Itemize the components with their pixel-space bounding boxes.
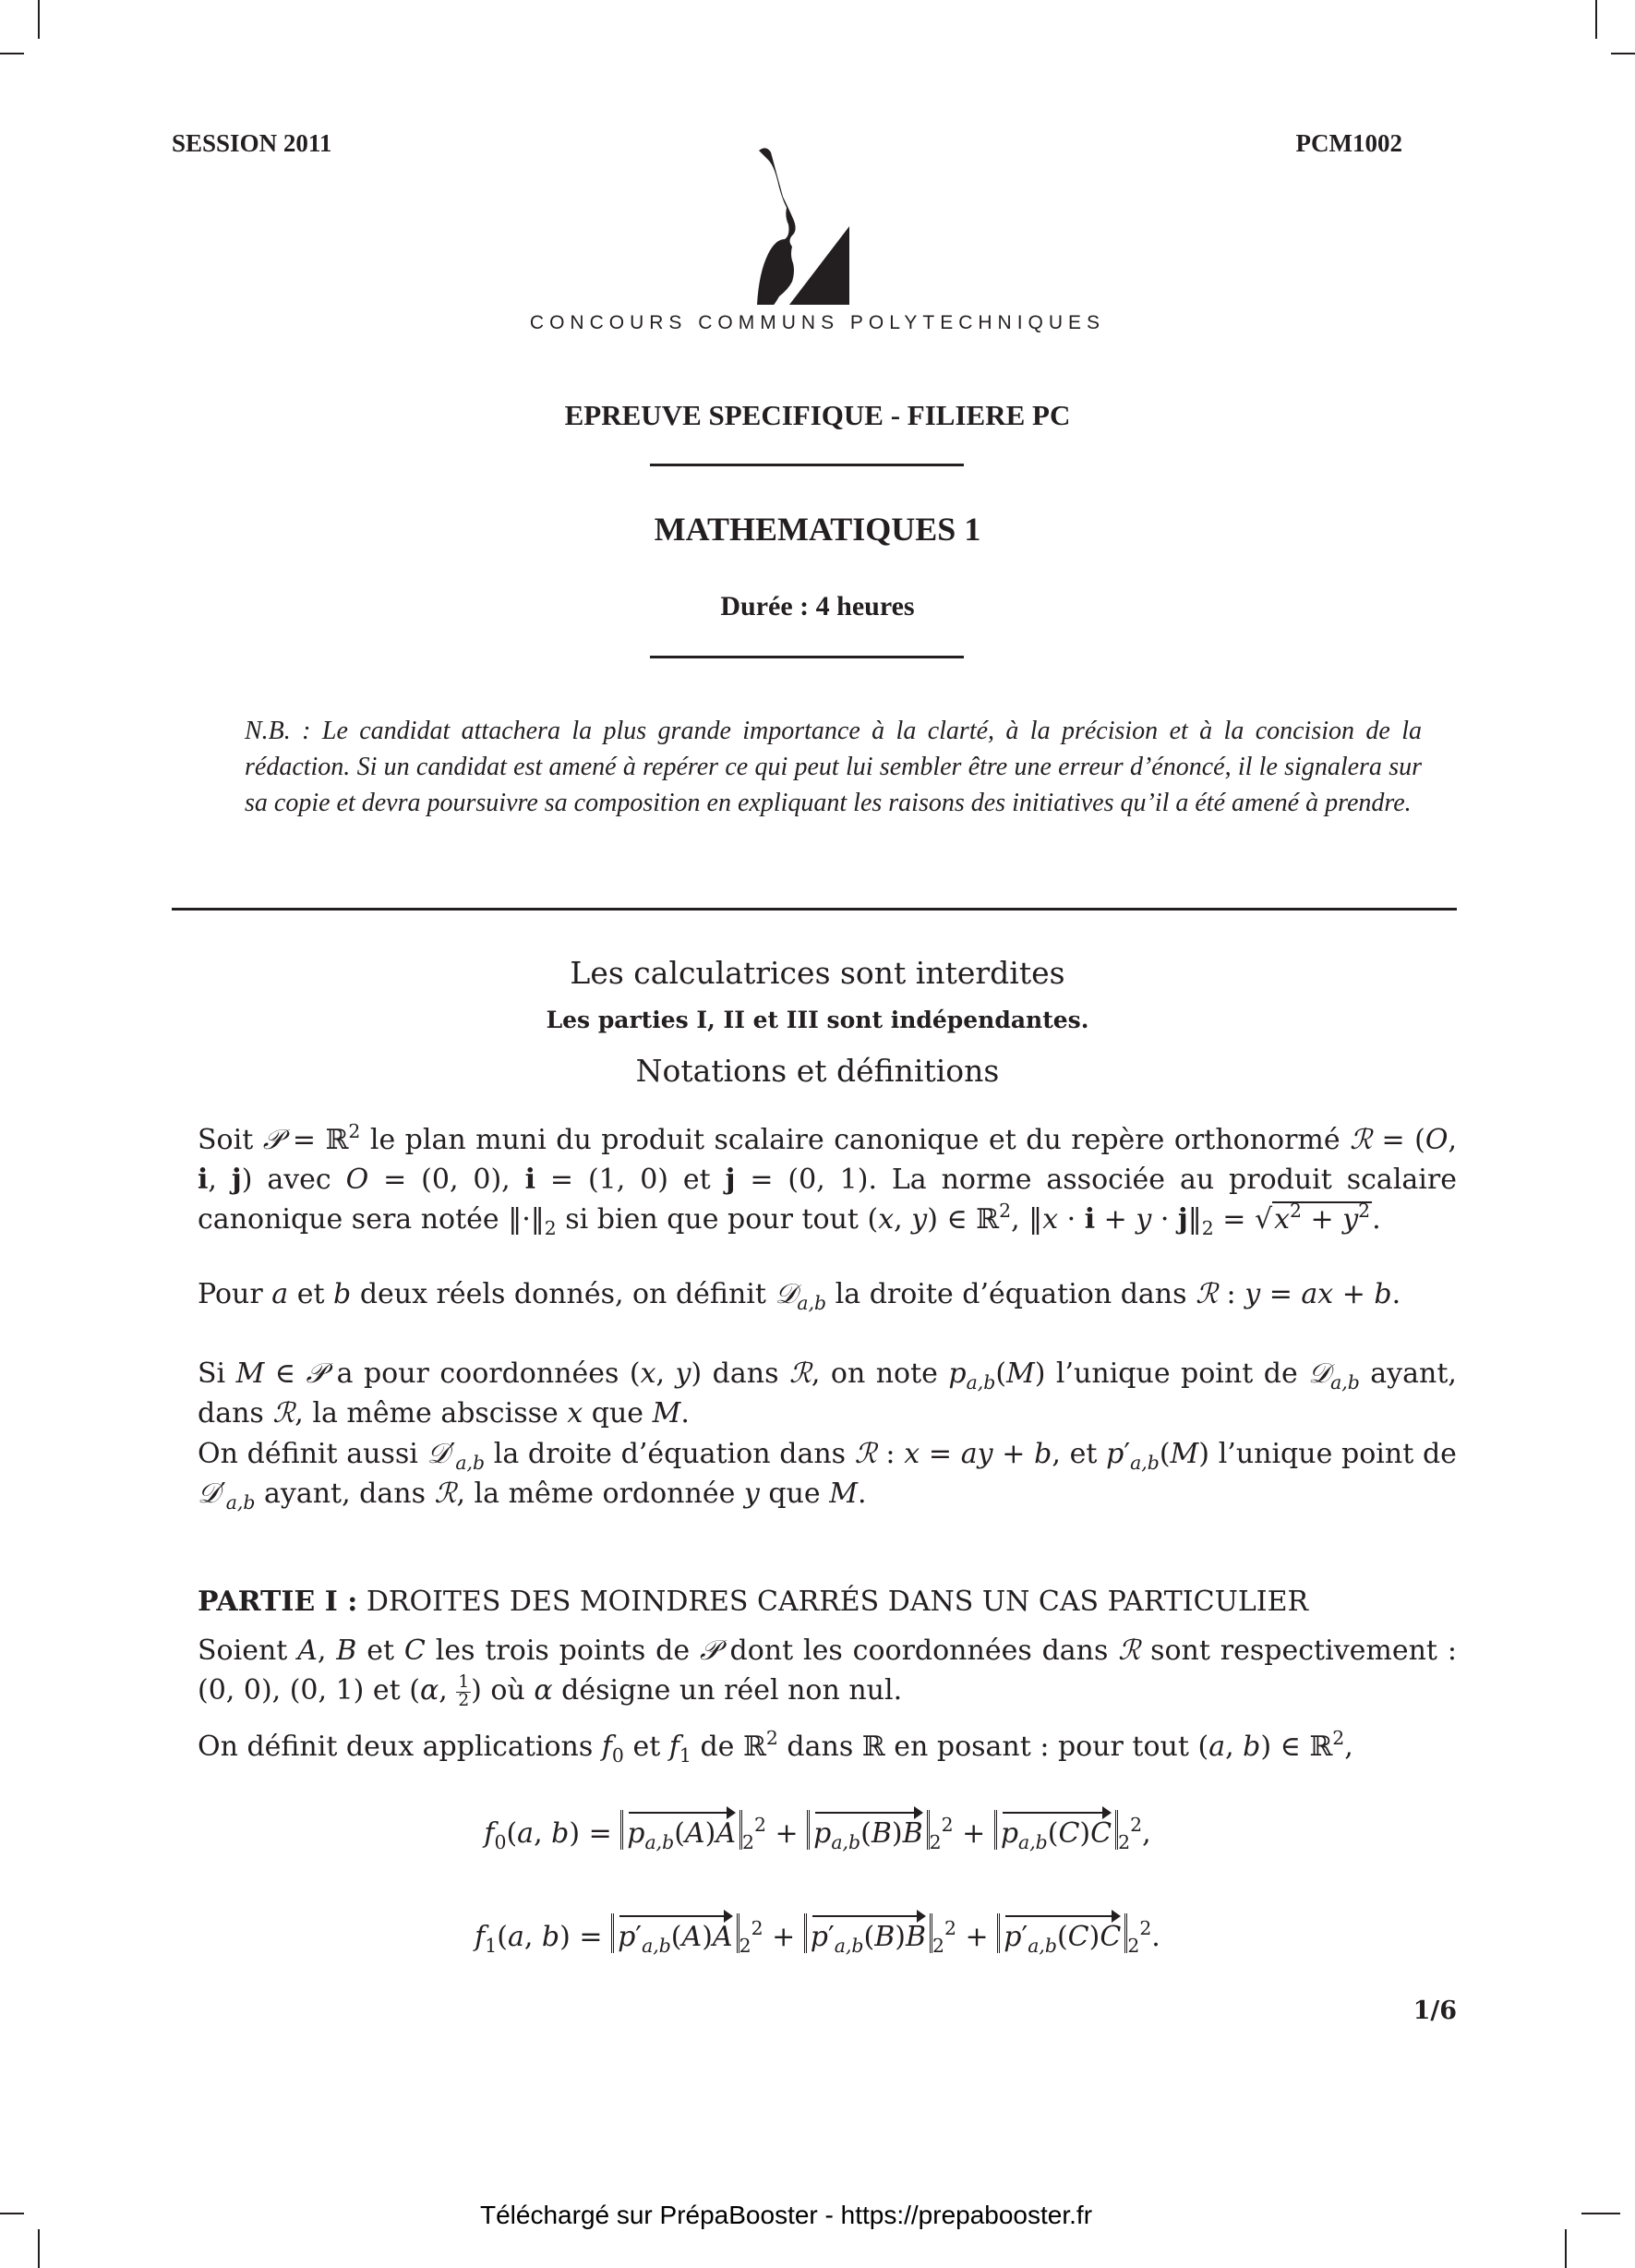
notations-title: Notations et définitions xyxy=(635,1053,1000,1089)
equation-f0: $f_0(a$, $b) = p_{a,b}(A)A$ $_2^2 + p_{a,b}(B)B$ $_2^2 + p_{a,b}(C)C$ $_2^2$, xyxy=(0,1810,1635,1850)
independent-parts: Les parties I, II et III sont indépendantes. xyxy=(546,1007,1089,1033)
crop-mark xyxy=(1581,2213,1620,2214)
paragraph-points-abc: Soient A, B et C les trois points de 𝒫 dont les coordonnées dans ℛ sont respectivement : (0, 0), (0, 1) et (α, $\frac{1}{2}$ ) où α désigne un réel non nul. xyxy=(198,1635,1457,1710)
calculators-title: Les calculatrices sont interdites xyxy=(570,955,1065,991)
part-one-title: DROITES DES MOINDRES CARRÉS DANS UN CAS PARTICULIER xyxy=(366,1586,1309,1618)
part-one-label: PARTIE I : xyxy=(198,1586,358,1618)
paragraph-plane-definition: Soit 𝒫 = ℝ$^2$ le plan muni du produit scalaire canonique et du repère orthonormé ℛ = (O, i, j) avec O = (0, 0), i = (1, 0) et j = (0, 1). La norme associée au produit scalaire canonique sera notée $‖\cdot‖_2$ si bien que pour tout (x, y) ∈ ℝ$^2$, ‖x · $i + y \cdot j‖_2 = √x^2 + y^2$. xyxy=(198,1119,1457,1240)
exam-code: PCM1002 xyxy=(1295,129,1402,157)
download-footer: Téléchargé sur PrépaBooster - https://prepabooster.fr xyxy=(480,2201,1093,2229)
exam-duration: Durée : 4 heures xyxy=(720,591,915,621)
crop-mark xyxy=(1565,2229,1567,2268)
crop-mark xyxy=(38,0,40,39)
nb-note: N.B. : Le candidat attachera la plus grande importance à la clarté, à la précision et à la concision de la rédaction. Si un candidat est amené à repérer ce qui peut lui sembler être une erreur d’énoncé, il le signalera sur sa copie et devra poursuivre sa composition en expliquant les raisons des initiatives qu’il a été amené à prendre. xyxy=(245,717,1422,817)
exam-subject: MATHEMATIQUES 1 xyxy=(654,511,981,548)
paragraph-define-f: On définit deux applications $f_0$ et $f_1$ de ℝ$^2$ dans ℝ en posant : pour tout (a, b) ∈ ℝ$^2$, xyxy=(198,1726,1353,1767)
organization-name: CONCOURS COMMUNS POLYTECHNIQUES xyxy=(529,312,1106,333)
paragraph-projection-p: Si M ∈ 𝒫 a pour coordonnées (x, y) dans ℛ, on note $p_{a,b}(M)$ l’unique point de 𝒟$_{a,b}$ ayant, dans ℛ, la même abscisse x que M. xyxy=(198,1357,1457,1430)
exam-track: EPREUVE SPECIFIQUE - FILIERE PC xyxy=(564,399,1071,431)
divider xyxy=(650,464,964,466)
session-label: SESSION 2011 xyxy=(172,129,332,157)
paragraph-line-d: Pour a et b deux réels donnés, on définit 𝒟$_{a,b}$ la droite d’équation dans ℛ : y = ax + b. xyxy=(198,1278,1401,1315)
crop-mark xyxy=(0,2213,24,2214)
divider xyxy=(650,656,964,658)
page-number: 1/6 xyxy=(1413,1997,1457,2025)
crop-mark xyxy=(0,53,24,54)
crop-mark xyxy=(38,2229,40,2268)
crop-mark xyxy=(1595,0,1597,39)
equation-f1: $f_1(a$, $b) = p'_{a,b}(A)A$ $_2^2 + p'_{a,b}(B)B$ $_2^2 + p'_{a,b}(C)C$ $_2^2$. xyxy=(0,1913,1635,1953)
ccp-logo-icon xyxy=(720,143,886,305)
part-one-heading xyxy=(198,1582,1457,1622)
crop-mark xyxy=(1611,53,1635,54)
paragraph-line-d-prime: On définit aussi $𝒟'_{a,b}$ la droite d’équation dans ℛ : x = ay + b, et $p'_{a,b}(M)$ l’unique point de $𝒟'_{a,b}$ ayant, dans ℛ, la même ordonnée y que M. xyxy=(198,1438,1457,1514)
section-divider xyxy=(172,908,1457,911)
